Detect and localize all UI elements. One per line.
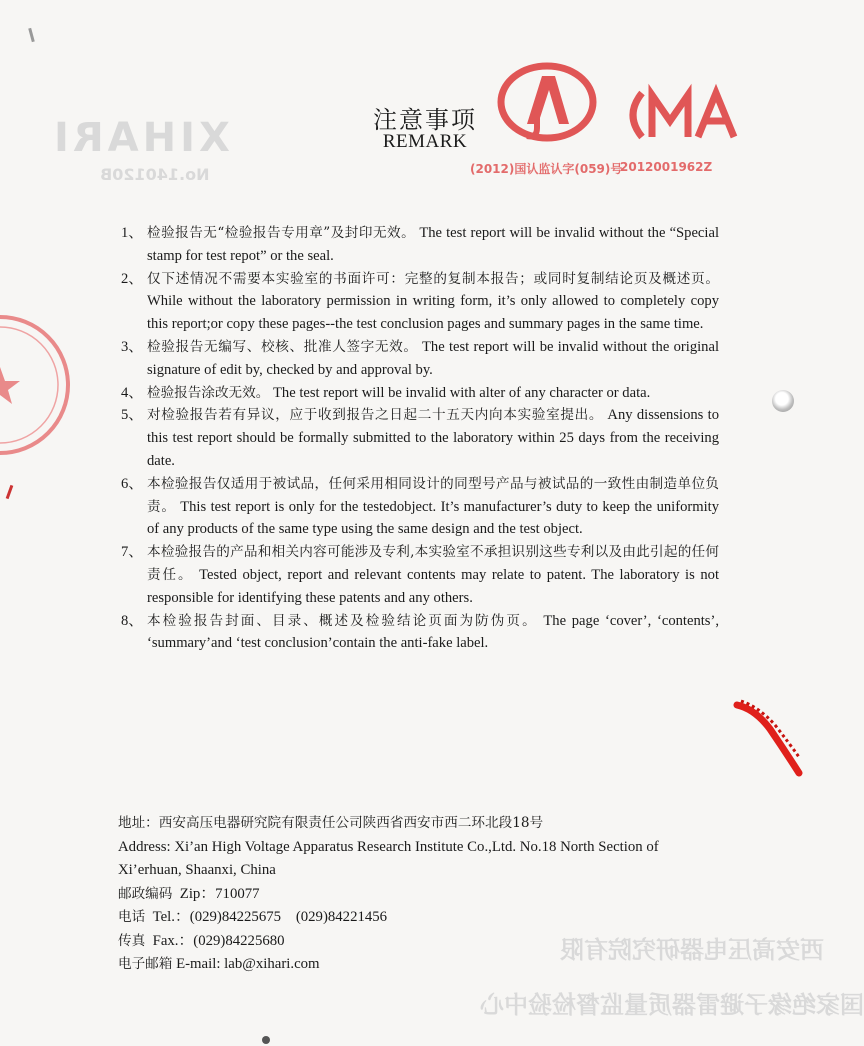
remark-item [121,382,719,405]
fax-row [118,930,718,954]
email-row [118,953,718,977]
remark-text-cn: 检验报告无编写、校核、批准人签字无效。 [147,338,418,355]
tel-label-cn: 电话 [118,909,146,925]
binding-hole-small-icon [262,1036,270,1044]
zip-row [118,883,718,907]
remark-text-cn: 本检验报告的产品和相关内容可能涉及专利,本实验室不承担识别这些专利以及由此引起的任何责任。 [147,544,719,583]
remark-number: 1、 [121,225,143,241]
page-title-en: REMARK [382,131,468,152]
address-cn-row [118,812,718,836]
red-string-icon [735,695,800,785]
remark-text-en: The test report will be invalid with alter of any character or data. [273,384,651,401]
remark-text-en: This test report is only for the testedobject. It’s manufacturer’s duty to keep the uniformity of any products of the same type using the same design and the test object. [147,498,720,538]
cma-stamp-icon [622,85,744,145]
remark-number: 3、 [121,338,143,355]
contact-block [118,812,718,977]
remark-text-cn: 本检验报告仅适用于被试品，任何采用相同设计的同型号产品与被试品的一致性由制造单位负责。 [147,475,719,515]
remark-text-cn: 本检验报告封面、目录、概述及检验结论页面为防伪页。 [147,612,538,629]
remark-item [121,268,719,336]
remark-number: 5、 [121,407,143,424]
binding-hole-icon [772,390,794,412]
remark-number: 2、 [121,270,143,287]
cal-stamp-text: (2012)国认监认字(059)号 [470,162,623,176]
remark-text-cn: 对检验报告若有异议，应于收到报告之日起二十五天内向本实验室提出。 [147,407,604,424]
remark-number: 4、 [121,384,143,401]
fax-label-cn: 传真 [118,932,146,949]
cma-stamp-text: 2012001962Z [620,160,713,174]
remark-text-en: The test report will be invalid without the original signature of edit by, checked by and approval by. [147,338,720,378]
remark-item [121,473,719,541]
remark-text-cn: 仅下述情况不需要本实验室的书面许可：完整的复制本报告；或同时复制结论页及概述页。 [147,270,719,287]
email-label-en: E-mail: [176,956,221,972]
address-en-row [118,836,718,860]
address-en-value: Xi’an High Voltage Apparatus Research Institute Co.,Ltd. No.18 North Section of [174,838,659,855]
fax-label-en: Fax.： [152,932,194,949]
edge-mark [6,485,14,499]
remark-text-en: Any dissensions to this test report should be formally submitted to the laboratory within 25 days from the receiving date. [147,407,719,469]
remark-item [121,336,719,382]
remark-text-en: While without the laboratory permission in writing form, it’s only allowed to completely copy this report;or copy these pages--the test conclusion pages and summary pages in the same time. [147,293,719,333]
email-label-cn: 电子邮箱 [118,956,173,972]
remark-number: 6、 [121,475,143,492]
address-en-row-2 [118,859,718,883]
remark-text-en: The page ‘cover’, ‘contents’, ‘summary’and ‘test conclusion’contain the anti-fake label. [147,612,719,652]
page-title-cn: 注意事项 [373,106,477,134]
remark-item [121,610,719,656]
remark-number: 8、 [121,612,143,629]
round-seal-icon [0,305,70,465]
remark-text-cn: 检验报告无“检验报告专用章”及封印无效。 [147,225,416,241]
ghost-logo: XIHARI [50,115,230,161]
tel-row [118,906,718,930]
remark-text-en: The test report will be invalid without the “Special stamp for test repot” or the seal. [147,225,719,264]
address-cn-value: 西安高压电器研究院有限责任公司陕西省西安市西二环北段18号 [158,815,544,831]
ghost-number: No.140120B [100,165,210,184]
remark-item [121,222,719,268]
tel-value-2: (029)84221456 [295,909,388,925]
email-value: lab@xihari.com [224,956,320,972]
address-en-value-2: Xi’erhuan, Shaanxi, China [118,862,276,878]
remark-item [121,404,719,472]
zip-label-cn: 邮政编码 [118,885,173,902]
ghost-line-1: 西安高压电器研究院有限 [560,936,824,964]
ghost-line-2: 国家绝缘子避雷器质量监督检验中心 [480,991,864,1019]
corner-mark [28,28,35,42]
remark-text-en: Tested object, report and relevant contents may relate to patent. The laboratory is not responsible for identifying these patents and any others. [147,566,719,606]
remark-number: 7、 [121,544,143,561]
address-en-label: Address: [118,838,171,855]
remarks-list [121,222,719,655]
tel-label-en: Tel.： [152,909,190,925]
remark-text-cn: 检验报告涂改无效。 [147,384,270,401]
zip-label-en: Zip： [179,885,216,902]
remark-item [121,541,719,609]
cal-stamp-icon [497,62,597,142]
zip-value: 710077 [215,885,260,902]
tel-value-1: (029)84225675 [189,909,282,925]
fax-value: (029)84225680 [193,932,285,949]
address-cn-label: 地址： [118,815,159,831]
